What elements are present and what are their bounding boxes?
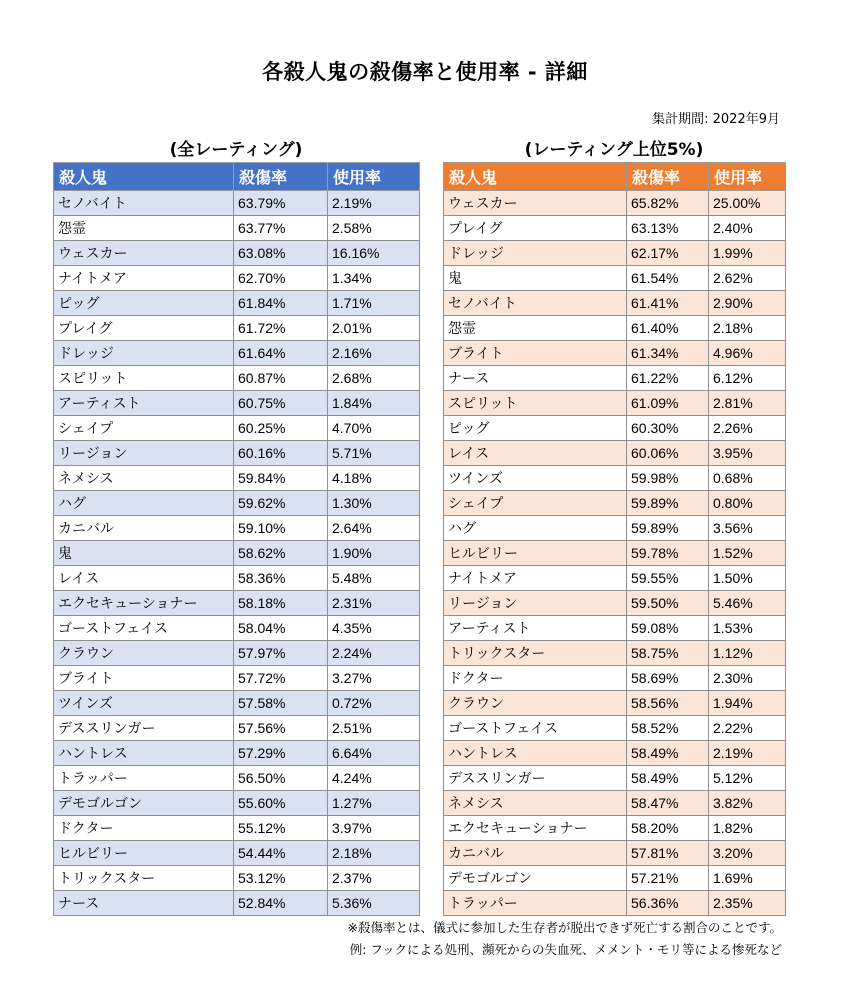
kill-rate-cell: 60.25% (234, 416, 328, 441)
pick-rate-cell: 2.18% (328, 841, 420, 866)
killer-name-cell: シェイプ (444, 491, 627, 516)
table-row (444, 316, 786, 341)
table-row (444, 541, 786, 566)
pick-rate-cell: 2.37% (328, 866, 420, 891)
killer-name-cell: ヒルビリー (444, 541, 627, 566)
all-ratings-heading: (全レーティング) (169, 140, 303, 160)
killer-name-cell: ハグ (54, 491, 234, 516)
table-row (444, 666, 786, 691)
table-row (54, 466, 420, 491)
table-row (54, 816, 420, 841)
table-row (54, 791, 420, 816)
pick-rate-cell: 25.00% (709, 191, 786, 216)
table-header-row (54, 163, 420, 191)
kill-rate-cell: 55.60% (234, 791, 328, 816)
killer-name-cell: ネメシス (54, 466, 234, 491)
table-row (54, 416, 420, 441)
killer-name-cell: ピッグ (444, 416, 627, 441)
killer-name-cell: デモゴルゴン (444, 866, 627, 891)
pick-rate-cell: 5.71% (328, 441, 420, 466)
table-row (54, 391, 420, 416)
killer-name-cell: ツインズ (444, 466, 627, 491)
pick-rate-cell: 1.30% (328, 491, 420, 516)
killer-name-cell: エクセキューショナー (54, 591, 234, 616)
killer-name-cell: カニバル (54, 516, 234, 541)
pick-rate-cell: 2.26% (709, 416, 786, 441)
kill-rate-cell: 57.72% (234, 666, 328, 691)
pick-rate-cell: 2.62% (709, 266, 786, 291)
header-pick-rate: 使用率 (328, 163, 420, 191)
table-row (444, 466, 786, 491)
pick-rate-cell: 2.16% (328, 341, 420, 366)
table-row (444, 791, 786, 816)
killer-name-cell: ドクター (54, 816, 234, 841)
killer-name-cell: デススリンガー (444, 766, 627, 791)
pick-rate-cell: 1.84% (328, 391, 420, 416)
kill-rate-cell: 61.84% (234, 291, 328, 316)
kill-rate-cell: 58.56% (627, 691, 709, 716)
pick-rate-cell: 2.01% (328, 316, 420, 341)
killer-name-cell: リージョン (54, 441, 234, 466)
pick-rate-cell: 5.46% (709, 591, 786, 616)
killer-name-cell: ピッグ (54, 291, 234, 316)
header-killer: 殺人鬼 (54, 163, 234, 191)
killer-name-cell: カニバル (444, 841, 627, 866)
table-row (54, 291, 420, 316)
table-row (54, 316, 420, 341)
table-row (444, 766, 786, 791)
killer-name-cell: セノバイト (54, 191, 234, 216)
killer-name-cell: ハグ (444, 516, 627, 541)
kill-rate-cell: 58.20% (627, 816, 709, 841)
pick-rate-cell: 4.24% (328, 766, 420, 791)
top-ratings-heading: (レーティング上位5%) (524, 140, 704, 160)
killer-name-cell: プレイグ (54, 316, 234, 341)
pick-rate-cell: 2.30% (709, 666, 786, 691)
kill-rate-cell: 63.08% (234, 241, 328, 266)
kill-rate-cell: 61.34% (627, 341, 709, 366)
killer-name-cell: ゴーストフェイス (54, 616, 234, 641)
kill-rate-cell: 59.55% (627, 566, 709, 591)
killer-name-cell: スピリット (54, 366, 234, 391)
killer-name-cell: ゴーストフェイス (444, 716, 627, 741)
killer-name-cell: ネメシス (444, 791, 627, 816)
header-pick-rate: 使用率 (709, 163, 786, 191)
killer-name-cell: トラッパー (444, 891, 627, 916)
kill-rate-cell: 57.56% (234, 716, 328, 741)
kill-rate-cell: 65.82% (627, 191, 709, 216)
kill-rate-cell: 57.97% (234, 641, 328, 666)
table-row (444, 441, 786, 466)
kill-rate-cell: 59.62% (234, 491, 328, 516)
killer-name-cell: アーティスト (54, 391, 234, 416)
killer-name-cell: スピリット (444, 391, 627, 416)
killer-name-cell: ブライト (54, 666, 234, 691)
table-row (444, 241, 786, 266)
killer-name-cell: ウェスカー (444, 191, 627, 216)
table-row (54, 266, 420, 291)
pick-rate-cell: 6.64% (328, 741, 420, 766)
kill-rate-cell: 59.50% (627, 591, 709, 616)
table-row (444, 191, 786, 216)
table-row (54, 366, 420, 391)
kill-rate-cell: 58.18% (234, 591, 328, 616)
kill-rate-cell: 52.84% (234, 891, 328, 916)
table-header-row (444, 163, 786, 191)
table-row (444, 641, 786, 666)
aggregation-period: 集計期間: 2022年9月 (652, 112, 780, 127)
killer-name-cell: ヒルビリー (54, 841, 234, 866)
table-row (444, 841, 786, 866)
kill-rate-cell: 63.77% (234, 216, 328, 241)
kill-rate-cell: 53.12% (234, 866, 328, 891)
table-row (444, 591, 786, 616)
pick-rate-cell: 2.68% (328, 366, 420, 391)
kill-rate-cell: 58.69% (627, 666, 709, 691)
pick-rate-cell: 4.35% (328, 616, 420, 641)
kill-rate-cell: 59.78% (627, 541, 709, 566)
kill-rate-cell: 57.81% (627, 841, 709, 866)
table-row (444, 416, 786, 441)
pick-rate-cell: 6.12% (709, 366, 786, 391)
kill-rate-cell: 58.04% (234, 616, 328, 641)
killer-name-cell: 怨霊 (54, 216, 234, 241)
table-row (444, 891, 786, 916)
table-row (54, 566, 420, 591)
table-row (54, 441, 420, 466)
pick-rate-cell: 3.97% (328, 816, 420, 841)
killer-name-cell: ナイトメア (54, 266, 234, 291)
killer-name-cell: プレイグ (444, 216, 627, 241)
killer-name-cell: ブライト (444, 341, 627, 366)
killer-name-cell: レイス (444, 441, 627, 466)
killer-name-cell: ドレッジ (444, 241, 627, 266)
pick-rate-cell: 1.71% (328, 291, 420, 316)
kill-rate-cell: 59.10% (234, 516, 328, 541)
kill-rate-cell: 57.29% (234, 741, 328, 766)
table-row (54, 191, 420, 216)
table-row (444, 391, 786, 416)
pick-rate-cell: 2.31% (328, 591, 420, 616)
kill-rate-cell: 60.30% (627, 416, 709, 441)
killer-name-cell: トリックスター (54, 866, 234, 891)
killer-name-cell: クラウン (444, 691, 627, 716)
pick-rate-cell: 1.90% (328, 541, 420, 566)
kill-rate-cell: 62.70% (234, 266, 328, 291)
table-row (444, 341, 786, 366)
table-row (54, 641, 420, 666)
table-row (54, 741, 420, 766)
table-row (54, 716, 420, 741)
kill-rate-cell: 54.44% (234, 841, 328, 866)
kill-rate-cell: 58.62% (234, 541, 328, 566)
table-row (54, 616, 420, 641)
kill-rate-cell: 59.84% (234, 466, 328, 491)
pick-rate-cell: 1.99% (709, 241, 786, 266)
kill-rate-cell: 61.09% (627, 391, 709, 416)
killer-name-cell: セノバイト (444, 291, 627, 316)
table-row (444, 216, 786, 241)
kill-rate-cell: 60.87% (234, 366, 328, 391)
table-row (444, 816, 786, 841)
kill-rate-cell: 56.36% (627, 891, 709, 916)
pick-rate-cell: 5.48% (328, 566, 420, 591)
killer-name-cell: ドクター (444, 666, 627, 691)
table-row (444, 366, 786, 391)
all-ratings-table (53, 162, 420, 916)
kill-rate-cell: 61.40% (627, 316, 709, 341)
table-row (54, 516, 420, 541)
pick-rate-cell: 1.27% (328, 791, 420, 816)
kill-rate-cell: 61.72% (234, 316, 328, 341)
table-row (444, 291, 786, 316)
pick-rate-cell: 2.58% (328, 216, 420, 241)
kill-rate-cell: 61.64% (234, 341, 328, 366)
kill-rate-cell: 58.75% (627, 641, 709, 666)
killer-name-cell: ナイトメア (444, 566, 627, 591)
kill-rate-cell: 61.22% (627, 366, 709, 391)
killer-name-cell: トリックスター (444, 641, 627, 666)
kill-rate-example: 例: フックによる処刑、瀕死からの失血死、メメント・モリ等による惨死など (349, 942, 782, 957)
kill-rate-cell: 63.79% (234, 191, 328, 216)
header-kill-rate: 殺傷率 (627, 163, 709, 191)
pick-rate-cell: 4.96% (709, 341, 786, 366)
pick-rate-cell: 0.80% (709, 491, 786, 516)
pick-rate-cell: 2.22% (709, 716, 786, 741)
table-row (54, 216, 420, 241)
pick-rate-cell: 1.82% (709, 816, 786, 841)
header-killer: 殺人鬼 (444, 163, 627, 191)
table-row (54, 666, 420, 691)
pick-rate-cell: 3.56% (709, 516, 786, 541)
table-row (54, 241, 420, 266)
table-row (444, 866, 786, 891)
pick-rate-cell: 2.19% (328, 191, 420, 216)
table-row (54, 491, 420, 516)
table-row (444, 516, 786, 541)
header-kill-rate: 殺傷率 (234, 163, 328, 191)
kill-rate-cell: 58.49% (627, 741, 709, 766)
pick-rate-cell: 5.36% (328, 891, 420, 916)
killer-name-cell: ドレッジ (54, 341, 234, 366)
table-row (444, 266, 786, 291)
kill-rate-cell: 59.08% (627, 616, 709, 641)
top-ratings-table (443, 162, 786, 916)
kill-rate-cell: 61.54% (627, 266, 709, 291)
pick-rate-cell: 1.53% (709, 616, 786, 641)
page-title: 各殺人鬼の殺傷率と使用率 - 詳細 (262, 60, 588, 84)
kill-rate-cell: 55.12% (234, 816, 328, 841)
kill-rate-cell: 60.16% (234, 441, 328, 466)
table-row (54, 891, 420, 916)
killer-name-cell: ハントレス (444, 741, 627, 766)
table-row (54, 841, 420, 866)
pick-rate-cell: 1.50% (709, 566, 786, 591)
killer-name-cell: デススリンガー (54, 716, 234, 741)
table-row (54, 341, 420, 366)
pick-rate-cell: 1.94% (709, 691, 786, 716)
pick-rate-cell: 2.40% (709, 216, 786, 241)
kill-rate-cell: 60.06% (627, 441, 709, 466)
kill-rate-cell: 59.89% (627, 516, 709, 541)
kill-rate-cell: 58.49% (627, 766, 709, 791)
killer-name-cell: トラッパー (54, 766, 234, 791)
kill-rate-cell: 61.41% (627, 291, 709, 316)
table-row (444, 491, 786, 516)
table-row (54, 591, 420, 616)
pick-rate-cell: 3.27% (328, 666, 420, 691)
pick-rate-cell: 3.82% (709, 791, 786, 816)
table-row (54, 691, 420, 716)
killer-name-cell: エクセキューショナー (444, 816, 627, 841)
pick-rate-cell: 4.18% (328, 466, 420, 491)
kill-rate-cell: 58.36% (234, 566, 328, 591)
kill-rate-cell: 57.58% (234, 691, 328, 716)
killer-name-cell: シェイプ (54, 416, 234, 441)
killer-name-cell: 怨霊 (444, 316, 627, 341)
kill-rate-cell: 58.52% (627, 716, 709, 741)
table-row (54, 541, 420, 566)
killer-name-cell: 鬼 (54, 541, 234, 566)
pick-rate-cell: 2.90% (709, 291, 786, 316)
killer-name-cell: ハントレス (54, 741, 234, 766)
pick-rate-cell: 16.16% (328, 241, 420, 266)
pick-rate-cell: 2.81% (709, 391, 786, 416)
kill-rate-cell: 59.98% (627, 466, 709, 491)
kill-rate-note: ※殺傷率とは、儀式に参加した生存者が脱出できず死亡する割合のことです。 (347, 920, 782, 935)
pick-rate-cell: 4.70% (328, 416, 420, 441)
pick-rate-cell: 0.68% (709, 466, 786, 491)
kill-rate-cell: 63.13% (627, 216, 709, 241)
pick-rate-cell: 2.24% (328, 641, 420, 666)
killer-name-cell: リージョン (444, 591, 627, 616)
pick-rate-cell: 3.95% (709, 441, 786, 466)
killer-name-cell: デモゴルゴン (54, 791, 234, 816)
table-row (444, 741, 786, 766)
pick-rate-cell: 2.19% (709, 741, 786, 766)
killer-name-cell: ツインズ (54, 691, 234, 716)
table-row (54, 866, 420, 891)
pick-rate-cell: 1.12% (709, 641, 786, 666)
table-row (54, 766, 420, 791)
kill-rate-cell: 60.75% (234, 391, 328, 416)
killer-name-cell: 鬼 (444, 266, 627, 291)
killer-name-cell: ナース (444, 366, 627, 391)
table-row (444, 616, 786, 641)
table-row (444, 566, 786, 591)
pick-rate-cell: 1.34% (328, 266, 420, 291)
pick-rate-cell: 1.52% (709, 541, 786, 566)
pick-rate-cell: 2.35% (709, 891, 786, 916)
killer-name-cell: ウェスカー (54, 241, 234, 266)
pick-rate-cell: 3.20% (709, 841, 786, 866)
pick-rate-cell: 0.72% (328, 691, 420, 716)
pick-rate-cell: 2.51% (328, 716, 420, 741)
pick-rate-cell: 1.69% (709, 866, 786, 891)
killer-name-cell: クラウン (54, 641, 234, 666)
kill-rate-cell: 58.47% (627, 791, 709, 816)
pick-rate-cell: 2.18% (709, 316, 786, 341)
kill-rate-cell: 59.89% (627, 491, 709, 516)
pick-rate-cell: 5.12% (709, 766, 786, 791)
killer-name-cell: アーティスト (444, 616, 627, 641)
pick-rate-cell: 2.64% (328, 516, 420, 541)
kill-rate-cell: 57.21% (627, 866, 709, 891)
kill-rate-cell: 56.50% (234, 766, 328, 791)
table-row (444, 691, 786, 716)
killer-name-cell: ナース (54, 891, 234, 916)
kill-rate-cell: 62.17% (627, 241, 709, 266)
table-row (444, 716, 786, 741)
killer-name-cell: レイス (54, 566, 234, 591)
